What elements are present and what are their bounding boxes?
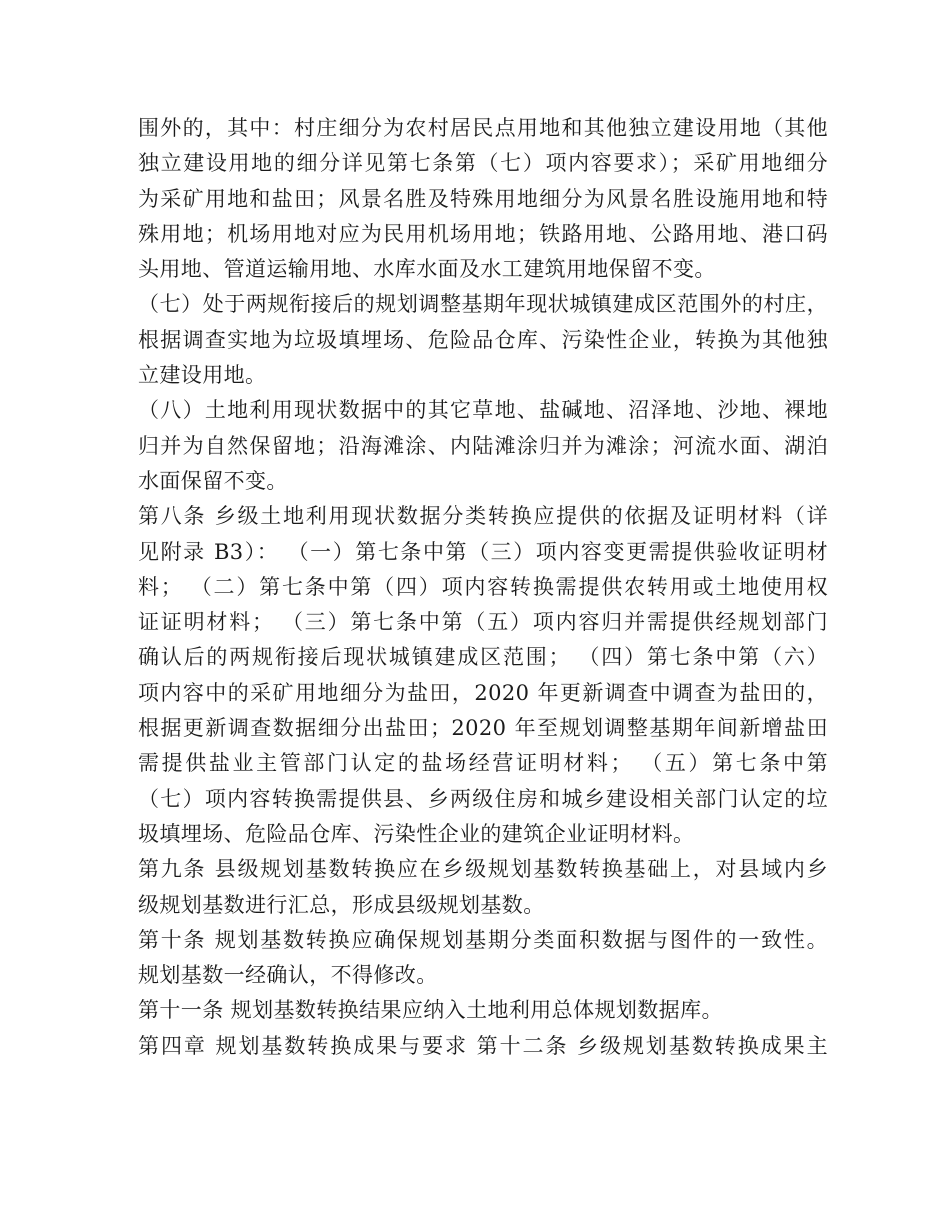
text-line: 第四章 规划基数转换成果与要求 第十二条 乡级规划基数转换成果主 — [138, 1033, 828, 1058]
text-line: 围外的，其中：村庄细分为农村居民点用地和其他独立建设用地（其他 — [138, 116, 828, 140]
text-line: 头用地、管道运输用地、水库水面及水工建筑用地保留不变。 — [138, 257, 716, 282]
text-line: 归并为自然保留地；沿海滩涂、内陆滩涂归并为滩涂；河流水面、湖泊 — [138, 433, 828, 458]
text-line: （七）项内容转换需提供县、乡两级住房和城乡建设相关部门认定的垃 — [138, 786, 828, 811]
text-line: 独立建设用地的细分详见第七条第（七）项内容要求）；采矿用地细分 — [138, 151, 828, 176]
text-line: 根据调查实地为垃圾填埋场、危险品仓库、污染性企业，转换为其他独 — [138, 327, 828, 352]
text-line: 项内容中的采矿用地细分为盐田，2020 年更新调查中调查为盐田的， — [138, 680, 828, 705]
text-line: 立建设用地。 — [138, 363, 267, 388]
text-line: 根据更新调查数据细分出盐田；2020 年至规划调整基期年间新增盐田 — [138, 716, 828, 741]
text-line: 规划基数一经确认，不得修改。 — [138, 963, 438, 988]
text-line: 见附录 B3）： （一）第七条中第（三）项内容变更需提供验收证明材 — [138, 539, 828, 564]
text-line: 殊用地；机场用地对应为民用机场用地；铁路用地、公路用地、港口码 — [138, 221, 828, 246]
text-line: 级规划基数进行汇总，形成县级规划基数。 — [138, 892, 545, 917]
text-line: 料； （二）第七条中第（四）项内容转换需提供农转用或土地使用权 — [138, 574, 828, 599]
text-line: 第九条 县级规划基数转换应在乡级规划基数转换基础上，对县域内乡 — [138, 857, 828, 882]
text-line: 需提供盐业主管部门认定的盐场经营证明材料； （五）第七条中第 — [138, 751, 828, 776]
text-line: 证证明材料； （三）第七条中第（五）项内容归并需提供经规划部门 — [138, 610, 828, 635]
text-line: 确认后的两规衔接后现状城镇建成区范围； （四）第七条中第（六） — [138, 645, 828, 670]
text-line: 为采矿用地和盐田；风景名胜及特殊用地细分为风景名胜设施用地和特 — [138, 186, 828, 211]
text-line: 第八条 乡级土地利用现状数据分类转换应提供的依据及证明材料（详 — [138, 504, 828, 529]
text-line: 第十条 规划基数转换应确保规划基期分类面积数据与图件的一致性。 — [138, 927, 828, 952]
text-line: 水面保留不变。 — [138, 468, 288, 493]
text-line: （七）处于两规衔接后的规划调整基期年现状城镇建成区范围外的村庄， — [138, 292, 828, 317]
document-body — [138, 111, 828, 1064]
text-line: （八）土地利用现状数据中的其它草地、盐碱地、沼泽地、沙地、裸地 — [138, 398, 828, 423]
text-line: 第十一条 规划基数转换结果应纳入土地利用总体规划数据库。 — [138, 998, 723, 1023]
text-line: 圾填埋场、危险品仓库、污染性企业的建筑企业证明材料。 — [138, 821, 695, 846]
